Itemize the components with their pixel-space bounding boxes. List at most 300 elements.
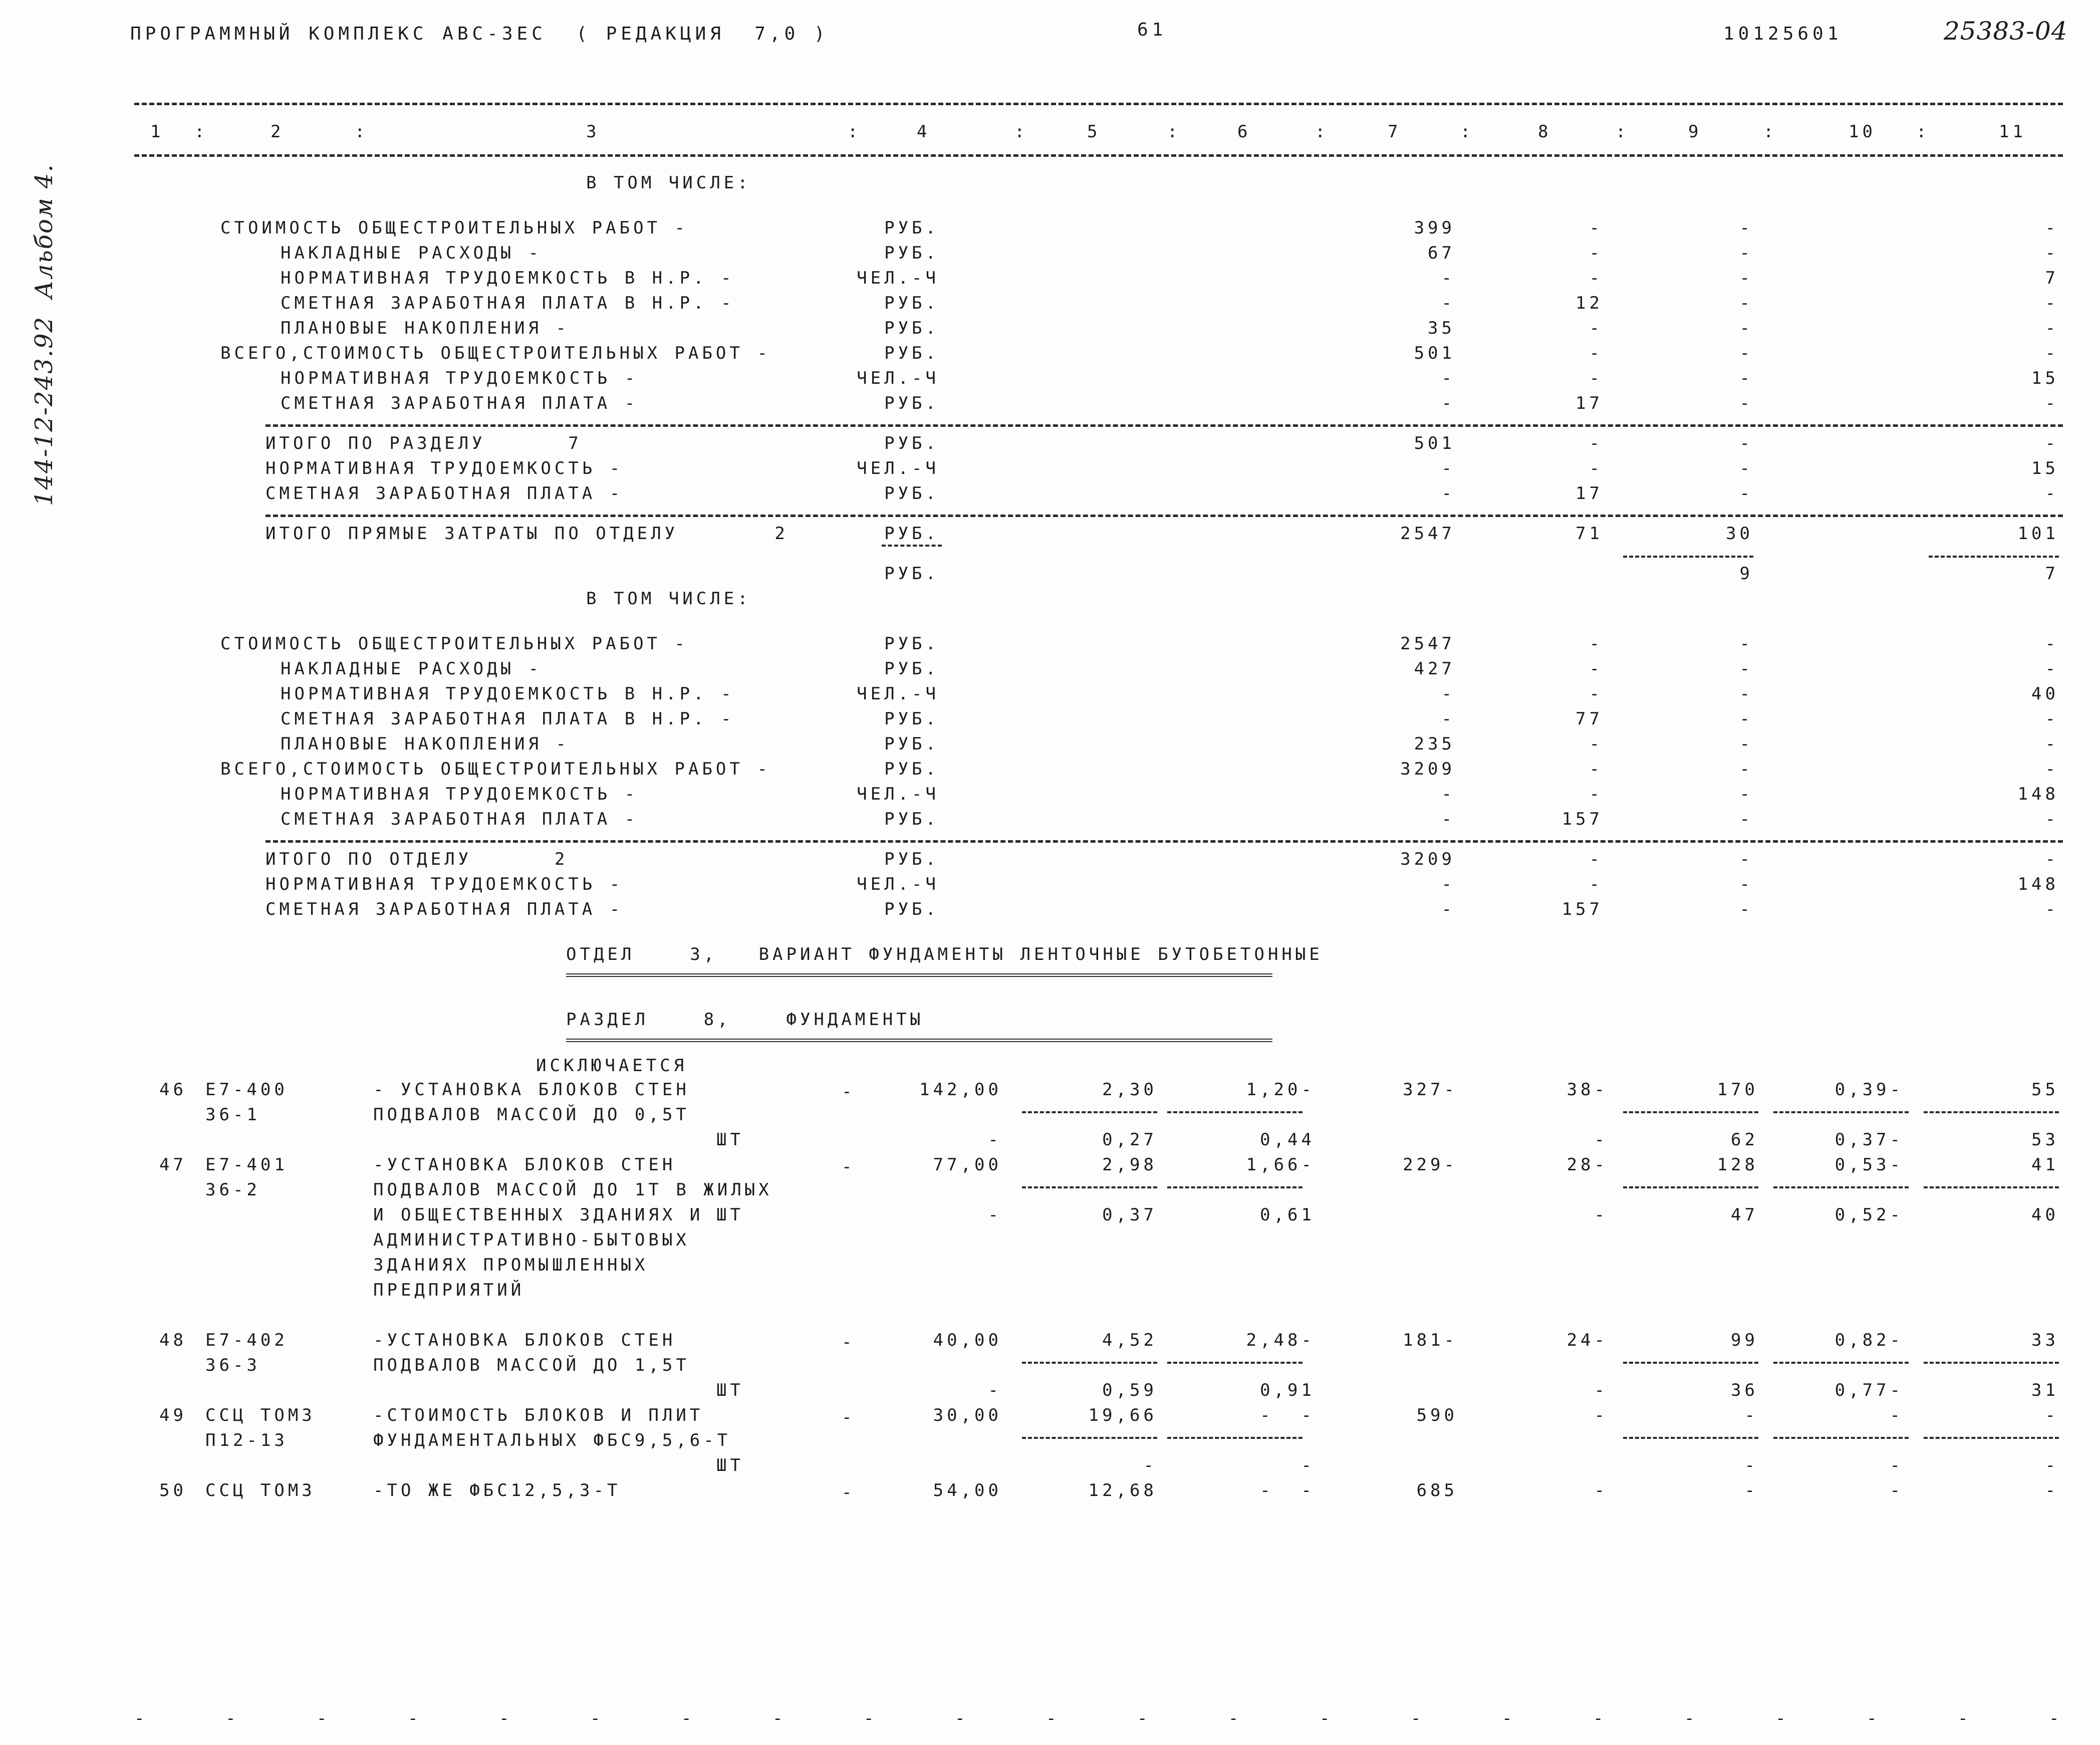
value-col9: - xyxy=(1739,684,1753,704)
value-col9: - xyxy=(1739,293,1753,313)
excluded-label: ИСКЛЮЧАЕТСЯ xyxy=(536,1056,688,1076)
footer-mark: - xyxy=(1593,1708,1607,1728)
column-header-4: 4 xyxy=(917,122,931,142)
line-description: СМЕТНАЯ ЗАРАБОТНАЯ ПЛАТА - xyxy=(266,483,624,504)
value-col7: - xyxy=(1441,268,1455,288)
value-col9: 30 xyxy=(1726,524,1753,544)
value-col8: - xyxy=(1589,784,1603,804)
sub-col10: 0,37- xyxy=(1834,1130,1904,1150)
rule-header-bottom xyxy=(134,154,2063,157)
dash-c9 xyxy=(1623,1186,1758,1188)
unit: РУБ. xyxy=(884,393,939,413)
item-code: Е7-401 xyxy=(205,1155,288,1175)
value-col8: 17 xyxy=(1576,483,1603,504)
value-col7: 2547 xyxy=(1400,524,1455,544)
item-code-2: П12-13 xyxy=(205,1430,288,1450)
value-col8: - xyxy=(1589,218,1603,238)
line-description: ПЛАНОВЫЕ НАКОПЛЕНИЯ - xyxy=(281,318,570,338)
column-header-7: 7 xyxy=(1388,122,1402,142)
value-col11: 40 xyxy=(2031,684,2059,704)
sub-col11: 53 xyxy=(2031,1130,2059,1150)
sub-col8: - xyxy=(1594,1380,1608,1400)
item-code-2: 36-1 xyxy=(205,1105,260,1125)
line-description: СМЕТНАЯ ЗАРАБОТНАЯ ПЛАТА - xyxy=(281,393,639,413)
dash-c11 xyxy=(1924,1111,2059,1113)
item-unit: ШТ xyxy=(716,1130,744,1150)
sub-col6: 0,91 xyxy=(1260,1380,1315,1400)
sub-col9: - xyxy=(1744,1455,1758,1475)
value-col8: - xyxy=(1589,243,1603,263)
item-number: 49 xyxy=(159,1405,187,1425)
item-number: 46 xyxy=(159,1080,187,1100)
sub-col9: 36 xyxy=(1731,1380,1758,1400)
footer-mark: - xyxy=(2049,1708,2063,1728)
footer-mark: - xyxy=(1046,1708,1060,1728)
value-col9: - xyxy=(1739,849,1753,869)
unit: РУБ. xyxy=(884,343,939,363)
item-col10: 0,53- xyxy=(1834,1155,1904,1175)
item-description: -УСТАНОВКА БЛОКОВ СТЕН xyxy=(373,1330,676,1350)
value-col7: 235 xyxy=(1414,734,1455,754)
value-col8: 77 xyxy=(1576,709,1603,729)
value-col9: - xyxy=(1739,433,1753,453)
value-col9: - xyxy=(1739,268,1753,288)
line-description: СМЕТНАЯ ЗАРАБОТНАЯ ПЛАТА В Н.Р. - xyxy=(281,293,735,313)
dash-c5 xyxy=(1022,1186,1157,1188)
item-mark: - xyxy=(842,1082,856,1102)
line-description: ПЛАНОВЫЕ НАКОПЛЕНИЯ - xyxy=(281,734,570,754)
column-separator: : xyxy=(1460,122,1474,142)
value-col11: - xyxy=(2045,393,2059,413)
sub-col10: - xyxy=(1890,1455,1904,1475)
value-col9: - xyxy=(1739,709,1753,729)
dash-c10 xyxy=(1773,1437,1909,1439)
line-description: НОРМАТИВНАЯ ТРУДОЕМКОСТЬ - xyxy=(266,874,624,894)
unit: РУБ. xyxy=(884,433,939,453)
item-description: ФУНДАМЕНТАЛЬНЫХ ФБС9,5,6-Т xyxy=(373,1430,731,1450)
column-header-5: 5 xyxy=(1087,122,1101,142)
item-col8: - xyxy=(1594,1405,1608,1425)
item-col9: 128 xyxy=(1717,1155,1758,1175)
value-col11: 148 xyxy=(2017,784,2059,804)
value-col7: 2547 xyxy=(1400,634,1455,654)
dash-c5 xyxy=(1022,1362,1157,1364)
item-code-2: 36-3 xyxy=(205,1355,260,1375)
section-otdel: ОТДЕЛ 3, ВАРИАНТ ФУНДАМЕНТЫ ЛЕНТОЧНЫЕ БУТОБЕТОННЫЕ xyxy=(566,944,1323,964)
item-col6: - - xyxy=(1260,1480,1315,1501)
footer-mark: - xyxy=(772,1708,786,1728)
value-col9: - xyxy=(1739,243,1753,263)
value-col8: - xyxy=(1589,634,1603,654)
item-description: ЗДАНИЯХ ПРОМЫШЛЕННЫХ xyxy=(373,1255,649,1275)
unit: ЧЕЛ.-Ч xyxy=(857,784,939,804)
item-col10: 0,39- xyxy=(1834,1080,1904,1100)
value-col11: 15 xyxy=(2031,458,2059,478)
column-separator: : xyxy=(1616,122,1630,142)
value-col7: - xyxy=(1441,293,1455,313)
sub-col8: - xyxy=(1594,1205,1608,1225)
sub-col6: 0,44 xyxy=(1260,1130,1315,1150)
sub-col10: 0,52- xyxy=(1834,1205,1904,1225)
value-col9: - xyxy=(1739,343,1753,363)
dash-c9 xyxy=(1623,1362,1758,1364)
value-col11: - xyxy=(2045,218,2059,238)
line-description: СМЕТНАЯ ЗАРАБОТНАЯ ПЛАТА - xyxy=(281,809,639,829)
item-unit: ШТ xyxy=(716,1380,744,1400)
dash-c11 xyxy=(1924,1362,2059,1364)
value-col7: 3209 xyxy=(1400,759,1455,779)
item-code: Е7-402 xyxy=(205,1330,288,1350)
value-col11: - xyxy=(2045,483,2059,504)
value-col7: 35 xyxy=(1428,318,1455,338)
item-col11: - xyxy=(2045,1405,2059,1425)
item-mark: - xyxy=(842,1407,856,1427)
column-header-6: 6 xyxy=(1237,122,1251,142)
item-mark: - xyxy=(842,1332,856,1352)
item-quantity: 142,00 xyxy=(919,1080,1002,1100)
value-col9: - xyxy=(1739,218,1753,238)
line-description: НОРМАТИВНАЯ ТРУДОЕМКОСТЬ - xyxy=(281,784,639,804)
dash-c9 xyxy=(1623,1111,1758,1113)
line-description: СТОИМОСТЬ ОБЩЕСТРОИТЕЛЬНЫХ РАБОТ - xyxy=(220,218,688,238)
value-col9: 9 xyxy=(1739,564,1753,584)
item-quantity: 54,00 xyxy=(933,1480,1002,1501)
item-unit: ШТ xyxy=(716,1205,744,1225)
item-code-2: 36-2 xyxy=(205,1180,260,1200)
item-col10: - xyxy=(1890,1480,1904,1501)
item-number: 48 xyxy=(159,1330,187,1350)
underline-razdel xyxy=(566,1039,1272,1042)
value-col9: - xyxy=(1739,458,1753,478)
value-col9: - xyxy=(1739,393,1753,413)
item-quantity: 40,00 xyxy=(933,1330,1002,1350)
item-col10: 0,82- xyxy=(1834,1330,1904,1350)
item-quantity: 30,00 xyxy=(933,1405,1002,1425)
item-col6: 1,20- xyxy=(1246,1080,1315,1100)
item-col5: 2,30 xyxy=(1102,1080,1157,1100)
value-col11: - xyxy=(2045,659,2059,679)
unit: РУБ. xyxy=(884,243,939,263)
footer-mark: - xyxy=(225,1708,239,1728)
item-description: ПОДВАЛОВ МАССОЙ ДО 0,5Т xyxy=(373,1105,690,1125)
unit: РУБ. xyxy=(884,809,939,829)
value-col8: - xyxy=(1589,659,1603,679)
sub-col4: - xyxy=(988,1380,1002,1400)
unit: ЧЕЛ.-Ч xyxy=(857,368,939,388)
dash-c5 xyxy=(1022,1111,1157,1113)
item-description: АДМИНИСТРАТИВНО-БЫТОВЫХ xyxy=(373,1230,690,1250)
item-col8: 38- xyxy=(1566,1080,1608,1100)
value-col11: - xyxy=(2045,734,2059,754)
item-col7: 229- xyxy=(1403,1155,1458,1175)
unit: ЧЕЛ.-Ч xyxy=(857,458,939,478)
column-separator: : xyxy=(194,122,208,142)
value-col8: 12 xyxy=(1576,293,1603,313)
footer-mark: - xyxy=(864,1708,878,1728)
footer-mark: - xyxy=(1867,1708,1881,1728)
value-col11: 148 xyxy=(2017,874,2059,894)
sub-col5: 0,27 xyxy=(1102,1130,1157,1150)
value-col7: - xyxy=(1441,784,1455,804)
column-header-11: 11 xyxy=(1999,122,2026,142)
line-description: НОРМАТИВНАЯ ТРУДОЕМКОСТЬ - xyxy=(281,368,639,388)
sub-col10: 0,77- xyxy=(1834,1380,1904,1400)
line-description: ИТОГО ПРЯМЫЕ ЗАТРАТЫ ПО ОТДЕЛУ 2 xyxy=(266,524,789,544)
dash-c9 xyxy=(1623,1437,1758,1439)
item-code: ССЦ ТОМ3 xyxy=(205,1405,316,1425)
sub-col11: 31 xyxy=(2031,1380,2059,1400)
value-col7: - xyxy=(1441,709,1455,729)
unit: РУБ. xyxy=(884,709,939,729)
item-description: -ТО ЖЕ ФБС12,5,3-Т xyxy=(373,1480,621,1501)
line-description: НАКЛАДНЫЕ РАСХОДЫ - xyxy=(281,243,542,263)
unit: РУБ. xyxy=(884,759,939,779)
value-col9: - xyxy=(1739,809,1753,829)
value-col8: 71 xyxy=(1576,524,1603,544)
value-col8: - xyxy=(1589,458,1603,478)
rule-top xyxy=(134,103,2063,105)
value-col11: - xyxy=(2045,759,2059,779)
value-col9: - xyxy=(1739,368,1753,388)
value-col7: - xyxy=(1441,393,1455,413)
value-col9: - xyxy=(1739,483,1753,504)
item-number: 47 xyxy=(159,1155,187,1175)
unit: РУБ. xyxy=(884,218,939,238)
value-col8: 17 xyxy=(1576,393,1603,413)
dash-c5 xyxy=(1022,1437,1157,1439)
dash-col11 xyxy=(1929,556,2059,558)
dash-c11 xyxy=(1924,1437,2059,1439)
column-separator: : xyxy=(1014,122,1028,142)
unit: РУБ. xyxy=(884,293,939,313)
unit: ЧЕЛ.-Ч xyxy=(857,268,939,288)
value-col8: - xyxy=(1589,734,1603,754)
value-col9: - xyxy=(1739,874,1753,894)
value-col8: - xyxy=(1589,849,1603,869)
side-label: 144-12-243.92 Альбом 4. xyxy=(30,163,58,506)
item-col11: 41 xyxy=(2031,1155,2059,1175)
value-col7: - xyxy=(1441,874,1455,894)
unit: ЧЕЛ.-Ч xyxy=(857,684,939,704)
line-description: НАКЛАДНЫЕ РАСХОДЫ - xyxy=(281,659,542,679)
section-razdel: РАЗДЕЛ 8, ФУНДАМЕНТЫ xyxy=(566,1010,924,1030)
item-col10: - xyxy=(1890,1405,1904,1425)
dash-c11 xyxy=(1924,1186,2059,1188)
value-col7: - xyxy=(1441,809,1455,829)
item-number: 50 xyxy=(159,1480,187,1501)
value-col9: - xyxy=(1739,318,1753,338)
dash-c6 xyxy=(1167,1437,1302,1439)
item-description: И ОБЩЕСТВЕННЫХ ЗДАНИЯХ И xyxy=(373,1205,704,1225)
value-col11: 101 xyxy=(2017,524,2059,544)
value-col9: - xyxy=(1739,659,1753,679)
value-col8: - xyxy=(1589,684,1603,704)
unit: РУБ. xyxy=(884,659,939,679)
value-col11: - xyxy=(2045,899,2059,919)
value-col11: 7 xyxy=(2045,564,2059,584)
footer-mark: - xyxy=(1684,1708,1698,1728)
value-col9: - xyxy=(1739,759,1753,779)
item-col9: - xyxy=(1744,1480,1758,1501)
value-col7: 3209 xyxy=(1400,849,1455,869)
item-col7: 590 xyxy=(1416,1405,1458,1425)
value-col9: - xyxy=(1739,734,1753,754)
value-col11: - xyxy=(2045,243,2059,263)
dash-col9 xyxy=(1623,556,1753,558)
value-col11: - xyxy=(2045,634,2059,654)
value-col7: - xyxy=(1441,483,1455,504)
footer-mark: - xyxy=(1775,1708,1789,1728)
footer-mark: - xyxy=(317,1708,331,1728)
footer-mark: - xyxy=(1958,1708,1972,1728)
line-description: В ТОМ ЧИСЛЕ: xyxy=(586,173,751,193)
item-description: -СТОИМОСТЬ БЛОКОВ И ПЛИТ xyxy=(373,1405,704,1425)
item-col6: 1,66- xyxy=(1246,1155,1315,1175)
value-col11: - xyxy=(2045,343,2059,363)
unit: РУБ. xyxy=(884,899,939,919)
footer-mark: - xyxy=(499,1708,513,1728)
item-col5: 19,66 xyxy=(1088,1405,1157,1425)
value-col11: 15 xyxy=(2031,368,2059,388)
value-col8: - xyxy=(1589,343,1603,363)
value-col7: - xyxy=(1441,368,1455,388)
unit: РУБ. xyxy=(884,634,939,654)
column-header-9: 9 xyxy=(1688,122,1702,142)
value-col8: - xyxy=(1589,368,1603,388)
value-col8: - xyxy=(1589,433,1603,453)
document-code: 10125601 xyxy=(1723,24,1843,44)
sub-col5: 0,59 xyxy=(1102,1380,1157,1400)
item-col11: 33 xyxy=(2031,1330,2059,1350)
line-description: ИТОГО ПО ОТДЕЛУ 2 xyxy=(266,849,569,869)
sub-col9: 47 xyxy=(1731,1205,1758,1225)
item-col9: - xyxy=(1744,1405,1758,1425)
value-col7: - xyxy=(1441,684,1455,704)
sub-col6: - xyxy=(1301,1455,1315,1475)
item-col6: - - xyxy=(1260,1405,1315,1425)
item-code: ССЦ ТОМ3 xyxy=(205,1480,316,1501)
line-description: В ТОМ ЧИСЛЕ: xyxy=(586,589,751,609)
value-col11: - xyxy=(2045,809,2059,829)
dash-c10 xyxy=(1773,1186,1909,1188)
value-col11: - xyxy=(2045,709,2059,729)
item-col7: 327- xyxy=(1403,1080,1458,1100)
item-col11: - xyxy=(2045,1480,2059,1501)
item-col9: 99 xyxy=(1731,1330,1758,1350)
footer-mark: - xyxy=(590,1708,604,1728)
rule-section xyxy=(266,840,2063,843)
footer-mark: - xyxy=(408,1708,422,1728)
dash-c6 xyxy=(1167,1362,1302,1364)
value-col7: 67 xyxy=(1428,243,1455,263)
dash-c6 xyxy=(1167,1186,1302,1188)
line-description: СМЕТНАЯ ЗАРАБОТНАЯ ПЛАТА В Н.Р. - xyxy=(281,709,735,729)
footer-mark: - xyxy=(1502,1708,1516,1728)
underline-otdel xyxy=(566,973,1272,977)
item-code: Е7-400 xyxy=(205,1080,288,1100)
unit: ЧЕЛ.-Ч xyxy=(857,874,939,894)
dash-c10 xyxy=(1773,1111,1909,1113)
footer-mark: - xyxy=(1228,1708,1242,1728)
item-unit: ШТ xyxy=(716,1455,744,1475)
item-col8: 28- xyxy=(1566,1155,1608,1175)
value-col8: 157 xyxy=(1561,809,1603,829)
unit: РУБ. xyxy=(884,849,939,869)
item-description: ПОДВАЛОВ МАССОЙ ДО 1Т В ЖИЛЫХ xyxy=(373,1180,772,1200)
unit: РУБ. xyxy=(884,524,939,544)
value-col8: - xyxy=(1589,318,1603,338)
column-separator: : xyxy=(1315,122,1329,142)
page-number: 61 xyxy=(1137,20,1167,40)
unit: РУБ. xyxy=(884,318,939,338)
unit: РУБ. xyxy=(884,734,939,754)
column-separator: : xyxy=(1167,122,1181,142)
value-col7: - xyxy=(1441,899,1455,919)
line-description: НОРМАТИВНАЯ ТРУДОЕМКОСТЬ В Н.Р. - xyxy=(281,684,735,704)
dash-c6 xyxy=(1167,1111,1302,1113)
value-col9: - xyxy=(1739,784,1753,804)
column-header-3: 3 xyxy=(586,122,600,142)
sub-col11: 40 xyxy=(2031,1205,2059,1225)
item-col11: 55 xyxy=(2031,1080,2059,1100)
footer-mark: - xyxy=(1411,1708,1425,1728)
column-separator: : xyxy=(1763,122,1777,142)
column-separator: : xyxy=(1916,122,1930,142)
value-col11: - xyxy=(2045,293,2059,313)
item-col7: 685 xyxy=(1416,1480,1458,1501)
sub-col4: - xyxy=(988,1130,1002,1150)
line-description: НОРМАТИВНАЯ ТРУДОЕМКОСТЬ В Н.Р. - xyxy=(281,268,735,288)
item-col5: 12,68 xyxy=(1088,1480,1157,1501)
value-col8: 157 xyxy=(1561,899,1603,919)
value-col11: - xyxy=(2045,318,2059,338)
item-description: -УСТАНОВКА БЛОКОВ СТЕН xyxy=(373,1155,676,1175)
rule-section xyxy=(266,424,2063,427)
footer-mark: - xyxy=(134,1708,148,1728)
value-col7: 399 xyxy=(1414,218,1455,238)
value-col8: - xyxy=(1589,874,1603,894)
item-col6: 2,48- xyxy=(1246,1330,1315,1350)
item-description: ПОДВАЛОВ МАССОЙ ДО 1,5Т xyxy=(373,1355,690,1375)
value-col11: - xyxy=(2045,433,2059,453)
drawing-number: 25383-04 xyxy=(1944,17,2068,46)
item-mark: - xyxy=(842,1157,856,1177)
column-header-1: 1 xyxy=(150,122,164,142)
item-col8: 24- xyxy=(1566,1330,1608,1350)
rule-section xyxy=(266,515,2063,517)
sub-col6: 0,61 xyxy=(1260,1205,1315,1225)
footer-mark: - xyxy=(955,1708,969,1728)
line-description: НОРМАТИВНАЯ ТРУДОЕМКОСТЬ - xyxy=(266,458,624,478)
sub-col5: - xyxy=(1143,1455,1157,1475)
value-col9: - xyxy=(1739,634,1753,654)
value-col7: - xyxy=(1441,458,1455,478)
footer-mark: - xyxy=(681,1708,695,1728)
item-mark: - xyxy=(842,1482,856,1503)
column-separator: : xyxy=(355,122,369,142)
line-description: СТОИМОСТЬ ОБЩЕСТРОИТЕЛЬНЫХ РАБОТ - xyxy=(220,634,688,654)
line-description: ВСЕГО,СТОИМОСТЬ ОБЩЕСТРОИТЕЛЬНЫХ РАБОТ - xyxy=(220,759,771,779)
line-description: ИТОГО ПО РАЗДЕЛУ 7 xyxy=(266,433,582,453)
value-col11: 7 xyxy=(2045,268,2059,288)
sub-col4: - xyxy=(988,1205,1002,1225)
item-col7: 181- xyxy=(1403,1330,1458,1350)
line-description: СМЕТНАЯ ЗАРАБОТНАЯ ПЛАТА - xyxy=(266,899,624,919)
value-col7: 427 xyxy=(1414,659,1455,679)
column-header-2: 2 xyxy=(271,122,285,142)
item-col8: - xyxy=(1594,1480,1608,1501)
footer-mark: - xyxy=(1137,1708,1151,1728)
